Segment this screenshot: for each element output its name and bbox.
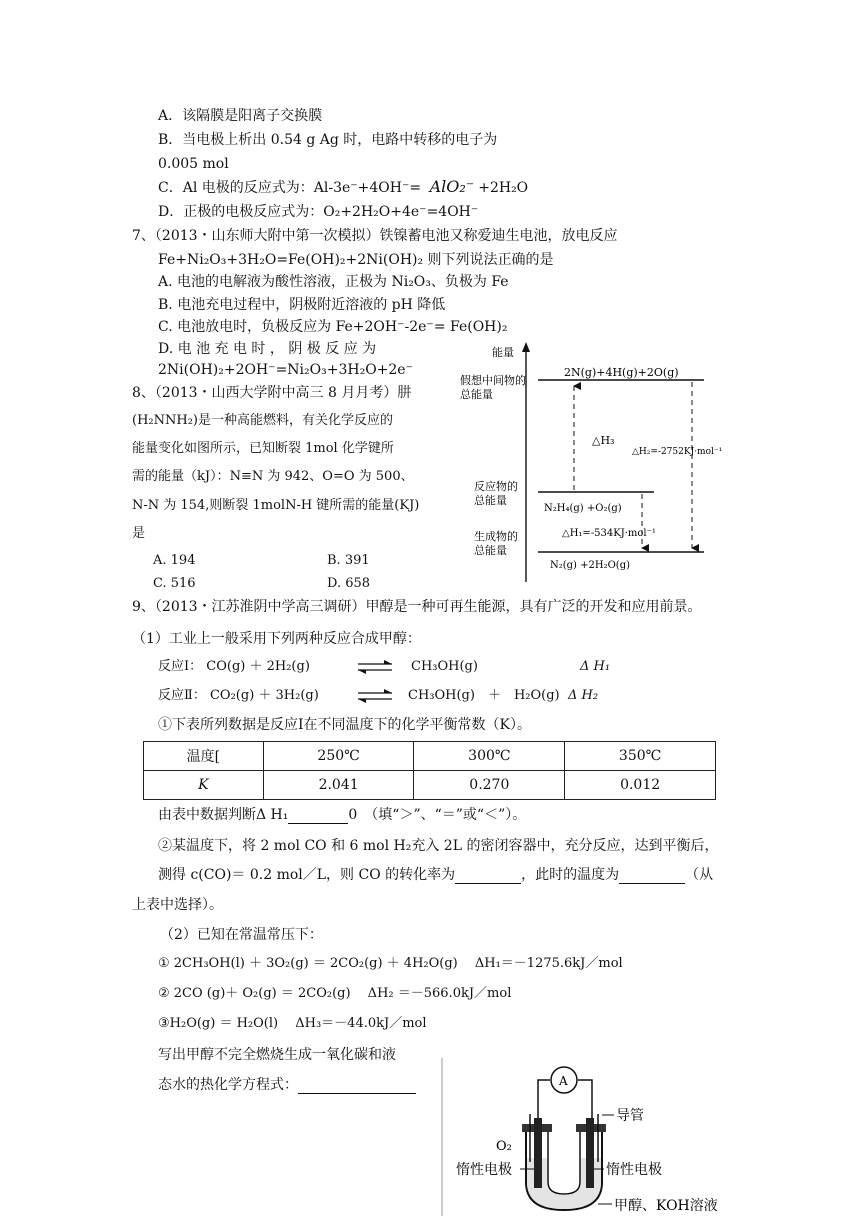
q8-option-a: A. 194 bbox=[153, 553, 196, 568]
q9-part2: （2）已知在常温常压下： bbox=[160, 927, 323, 943]
q7-option-a: A. 电池的电解液为酸性溶液，正极为 Ni₂O₃、负极为 Fe bbox=[158, 274, 509, 290]
fuel-cell-diagram bbox=[440, 1058, 740, 1216]
q7-option-b: B. 电池充电过程中，阴极附近溶液的 pH 降低 bbox=[158, 297, 446, 313]
judge-text-tail: 0 （填“＞”、“＝”或“＜”）。 bbox=[348, 807, 527, 823]
reaction-2 bbox=[158, 687, 319, 705]
q9-write-line-2 bbox=[158, 1076, 416, 1094]
q8-line-5: N-N 为 154,则断裂 1molN-H 键所需的能量(KJ) bbox=[132, 498, 420, 513]
left-electrode bbox=[534, 1118, 542, 1188]
q9-stem: 9、（2013・江苏淮阴中学高三调研）甲醇是一种可再生能源，具有广泛的开发和应用前景。 bbox=[132, 599, 702, 615]
q6-option-d: D．正极的电极反应式为：O₂+2H₂O+4e⁻=4OH⁻ bbox=[158, 204, 479, 220]
intermediate-label-1: 假想中间物的 bbox=[460, 374, 526, 387]
q6-option-c-text: C．Al 电极的反应式为：Al-3e⁻+4OH⁻= bbox=[158, 180, 422, 196]
answer-blank[interactable] bbox=[619, 869, 685, 884]
energy-diagram bbox=[460, 340, 740, 585]
left-electrode-label: 惰性电极 bbox=[456, 1162, 512, 1178]
reaction-2-dh: Δ H₂ bbox=[568, 688, 599, 703]
right-electrode bbox=[586, 1118, 594, 1188]
aluminate-ion: AlO₂⁻ bbox=[429, 177, 475, 196]
intermediate-label-2: 总能量 bbox=[460, 388, 493, 401]
table-cell: 0.012 bbox=[565, 771, 716, 800]
table-cell: 2.041 bbox=[263, 771, 414, 800]
thermo-eq-2: ② 2CO (g)＋ O₂(g) ＝ 2CO₂(g) ΔH₂ ＝－566.0kJ／mol bbox=[158, 986, 512, 1001]
reaction-2-label: 反应Ⅱ： bbox=[158, 688, 206, 703]
equilibrium-constant-table bbox=[143, 741, 716, 800]
answer-blank[interactable] bbox=[288, 809, 348, 824]
table-header-cell: 温度[ bbox=[144, 742, 264, 771]
product-label-2: 总能量 bbox=[474, 544, 507, 557]
q9-choose-line: 上表中选择）。 bbox=[132, 897, 223, 913]
q8-line-2: (H₂NNH₂)是一种高能燃料，有关化学反应的 bbox=[132, 413, 393, 428]
conversion-text-mid: ，此时的温度为 bbox=[521, 867, 620, 883]
q7-stem: 7、（2013・山东师大附中第一次模拟）铁镍蓄电池又称爱迪生电池，放电反应 bbox=[132, 228, 618, 244]
conversion-text: 测得 c(CO)＝ 0.2 mol／L，则 CO 的转化率为 bbox=[158, 867, 456, 883]
table-row bbox=[144, 771, 716, 800]
dh3-label: △H₃ bbox=[592, 434, 615, 447]
q8-option-c: C. 516 bbox=[153, 576, 196, 591]
reaction-1-label: 反应Ⅰ： bbox=[158, 659, 203, 674]
table-header-cell: 300℃ bbox=[414, 742, 565, 771]
table-header-cell: 350℃ bbox=[565, 742, 716, 771]
table-row bbox=[144, 742, 716, 771]
answer-blank[interactable] bbox=[298, 1079, 416, 1094]
judge-text: 由表中数据判断Δ H₁ bbox=[158, 807, 289, 823]
top-level-label: 2N(g)+4H(g)+2O(g) bbox=[564, 366, 679, 379]
reaction-2-right: CH₃OH(g) ＋ H₂O(g) bbox=[408, 688, 560, 703]
q9-part1-sub2: ②某温度下，将 2 mol CO 和 6 mol H₂充入 2L 的密闭容器中，充分反应，达到平衡后， bbox=[158, 838, 719, 854]
product-level-label: N₂(g) +2H₂O(g) bbox=[550, 560, 631, 571]
reactant-label-1: 反应物的 bbox=[474, 480, 518, 493]
q8-line-1: 8、（2013・山西大学附中高三 8 月月考）肼 bbox=[132, 385, 412, 401]
q9-judge-line bbox=[158, 806, 526, 824]
q8-line-4: 需的能量（kJ）：N≡N 为 942、O=O 为 500、 bbox=[132, 469, 414, 484]
conversion-text-tail: （从 bbox=[685, 867, 714, 883]
q6-option-c-tail: +2H₂O bbox=[478, 180, 529, 196]
reaction-1 bbox=[158, 658, 310, 676]
reaction-1-left: CO(g) ＋ 2H₂(g) bbox=[206, 659, 310, 674]
table-cell: 0.270 bbox=[414, 771, 565, 800]
equilibrium-arrow-icon bbox=[356, 689, 394, 703]
tube-label: 导管 bbox=[616, 1108, 644, 1124]
thermo-eq-1: ① 2CH₃OH(l) ＋ 3O₂(g) ＝ 2CO₂(g) ＋ 4H₂O(g) ΔH₁＝－1275.6kJ／mol bbox=[158, 956, 623, 971]
o2-label: O₂ bbox=[496, 1139, 512, 1154]
reaction-1-right: CH₃OH(g) bbox=[411, 659, 478, 674]
right-electrode-label: 惰性电极 bbox=[606, 1162, 662, 1178]
q6-option-a: A．该隔膜是阳离子交换膜 bbox=[158, 108, 323, 124]
table-cell: K bbox=[144, 771, 264, 800]
product-label-1: 生成物的 bbox=[474, 530, 518, 543]
q9-write-line: 写出甲醇不完全燃烧生成一氧化碳和液 bbox=[158, 1047, 396, 1063]
y-axis-label: 能量 bbox=[492, 346, 514, 359]
solution-label: 甲醇、KOH溶液 bbox=[614, 1198, 718, 1214]
equilibrium-arrow-icon bbox=[356, 660, 394, 674]
dh2-label: △H₂=-2752KJ·mol⁻¹ bbox=[632, 447, 723, 457]
q9-part1-sub1: ①下表所列数据是反应Ⅰ在不同温度下的化学平衡常数（K）。 bbox=[158, 717, 531, 733]
reaction-2-left: CO₂(g) ＋ 3H₂(g) bbox=[209, 688, 319, 703]
dh1-label: △H₁=-534KJ·mol⁻¹ bbox=[562, 528, 656, 539]
q6-option-b: B．当电极上析出 0.54 g Ag 时，电路中转移的电子为 bbox=[158, 132, 498, 148]
u-tube-inner bbox=[548, 1128, 580, 1194]
q8-option-b: B. 391 bbox=[327, 553, 370, 568]
q7-option-c: C. 电池放电时，负极反应为 Fe+2OH⁻-2e⁻= Fe(OH)₂ bbox=[158, 319, 508, 335]
reactant-label-2: 总能量 bbox=[474, 494, 507, 507]
q8-line-6: 是 bbox=[132, 526, 146, 541]
write-text: 态水的热化学方程式： bbox=[158, 1077, 298, 1093]
q6-option-c bbox=[158, 178, 528, 197]
q8-option-d: D. 658 bbox=[327, 576, 371, 591]
q9-conversion-line bbox=[158, 866, 713, 884]
answer-blank[interactable] bbox=[455, 869, 521, 884]
q7-option-d: D. 电 池 充 电 时 ， 阴 极 反 应 为 bbox=[158, 341, 377, 357]
reactant-level-label: N₂H₄(g) +O₂(g) bbox=[544, 503, 622, 514]
q7-option-d-equation: 2Ni(OH)₂+2OH⁻=Ni₂O₃+3H₂O+2e⁻ bbox=[158, 362, 413, 378]
q7-stem-equation: Fe+Ni₂O₃+3H₂O=Fe(OH)₂+2Ni(OH)₂ 则下列说法正确的是 bbox=[158, 252, 554, 268]
thermo-eq-3: ③H₂O(g) ＝ H₂O(l) ΔH₃＝－44.0kJ／mol bbox=[158, 1016, 427, 1031]
ammeter-label: A bbox=[559, 1074, 568, 1088]
axis-arrow-icon bbox=[522, 342, 530, 352]
reaction-1-dh: Δ H₁ bbox=[580, 659, 611, 674]
q9-part1: （1）工业上一般采用下列两种反应合成甲醇： bbox=[132, 631, 421, 647]
table-header-cell: 250℃ bbox=[263, 742, 414, 771]
q6-option-b-cont: 0.005 mol bbox=[158, 156, 229, 172]
q8-line-3: 能量变化如图所示，已知断裂 1mol 化学键所 bbox=[132, 441, 394, 456]
